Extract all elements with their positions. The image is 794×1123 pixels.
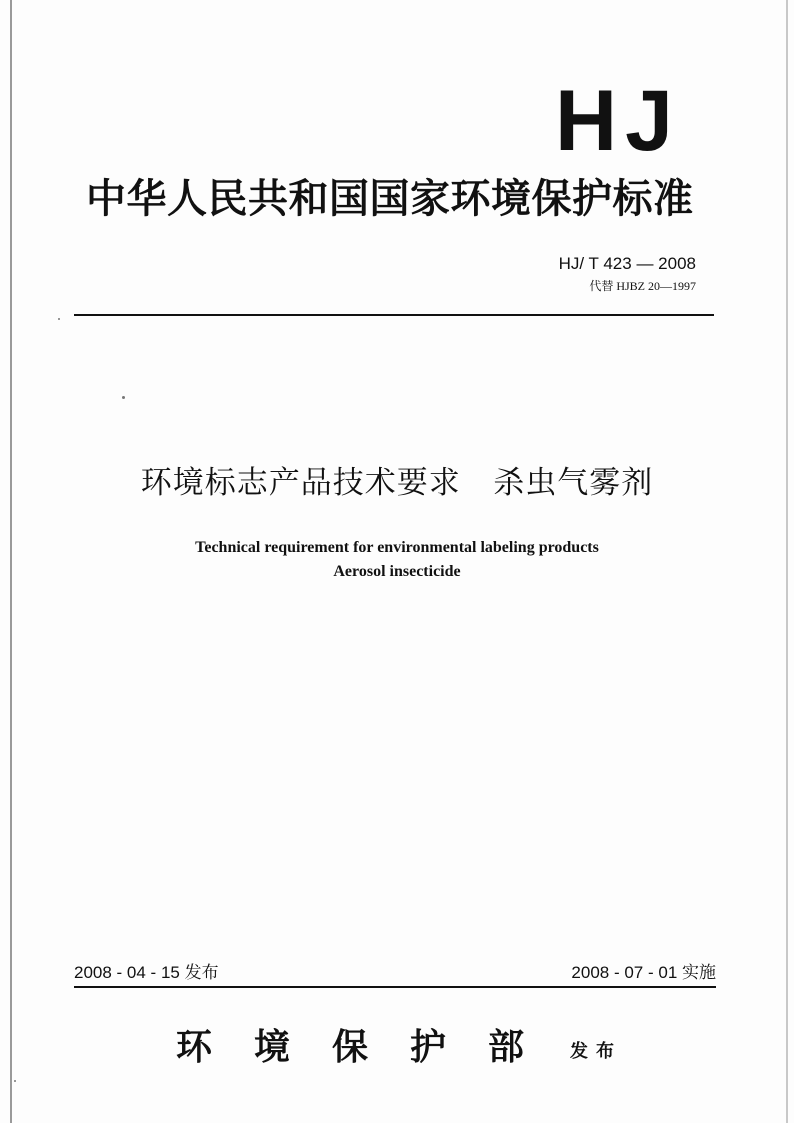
standard-title-chinese: 环境标志产品技术要求 杀虫气雾剂: [140, 465, 654, 501]
top-divider: [74, 314, 714, 316]
standard-title-english: [0, 536, 794, 584]
publisher-name: 环境保护部: [176, 1026, 567, 1068]
title-english-line-2: Aerosol insecticide: [333, 563, 461, 580]
national-standard-heading: 中华人民共和国国家环境保护标准: [86, 176, 694, 222]
bottom-divider: [74, 986, 716, 988]
standard-number: HJ/ T 423 — 2008: [558, 254, 696, 273]
publish-label: 发布: [570, 1041, 622, 1062]
hj-logo: HJ: [555, 73, 681, 169]
replaces-standard: 代替 HJBZ 20—1997: [589, 279, 696, 293]
scan-speck: [14, 1080, 16, 1082]
scan-speck: [58, 318, 60, 320]
effective-date: 2008 - 07 - 01 实施: [571, 963, 716, 982]
scan-speck: [122, 396, 125, 399]
issue-date: 2008 - 04 - 15 发布: [74, 963, 219, 982]
title-english-line-1: Technical requirement for environmental labeling products: [195, 539, 599, 556]
